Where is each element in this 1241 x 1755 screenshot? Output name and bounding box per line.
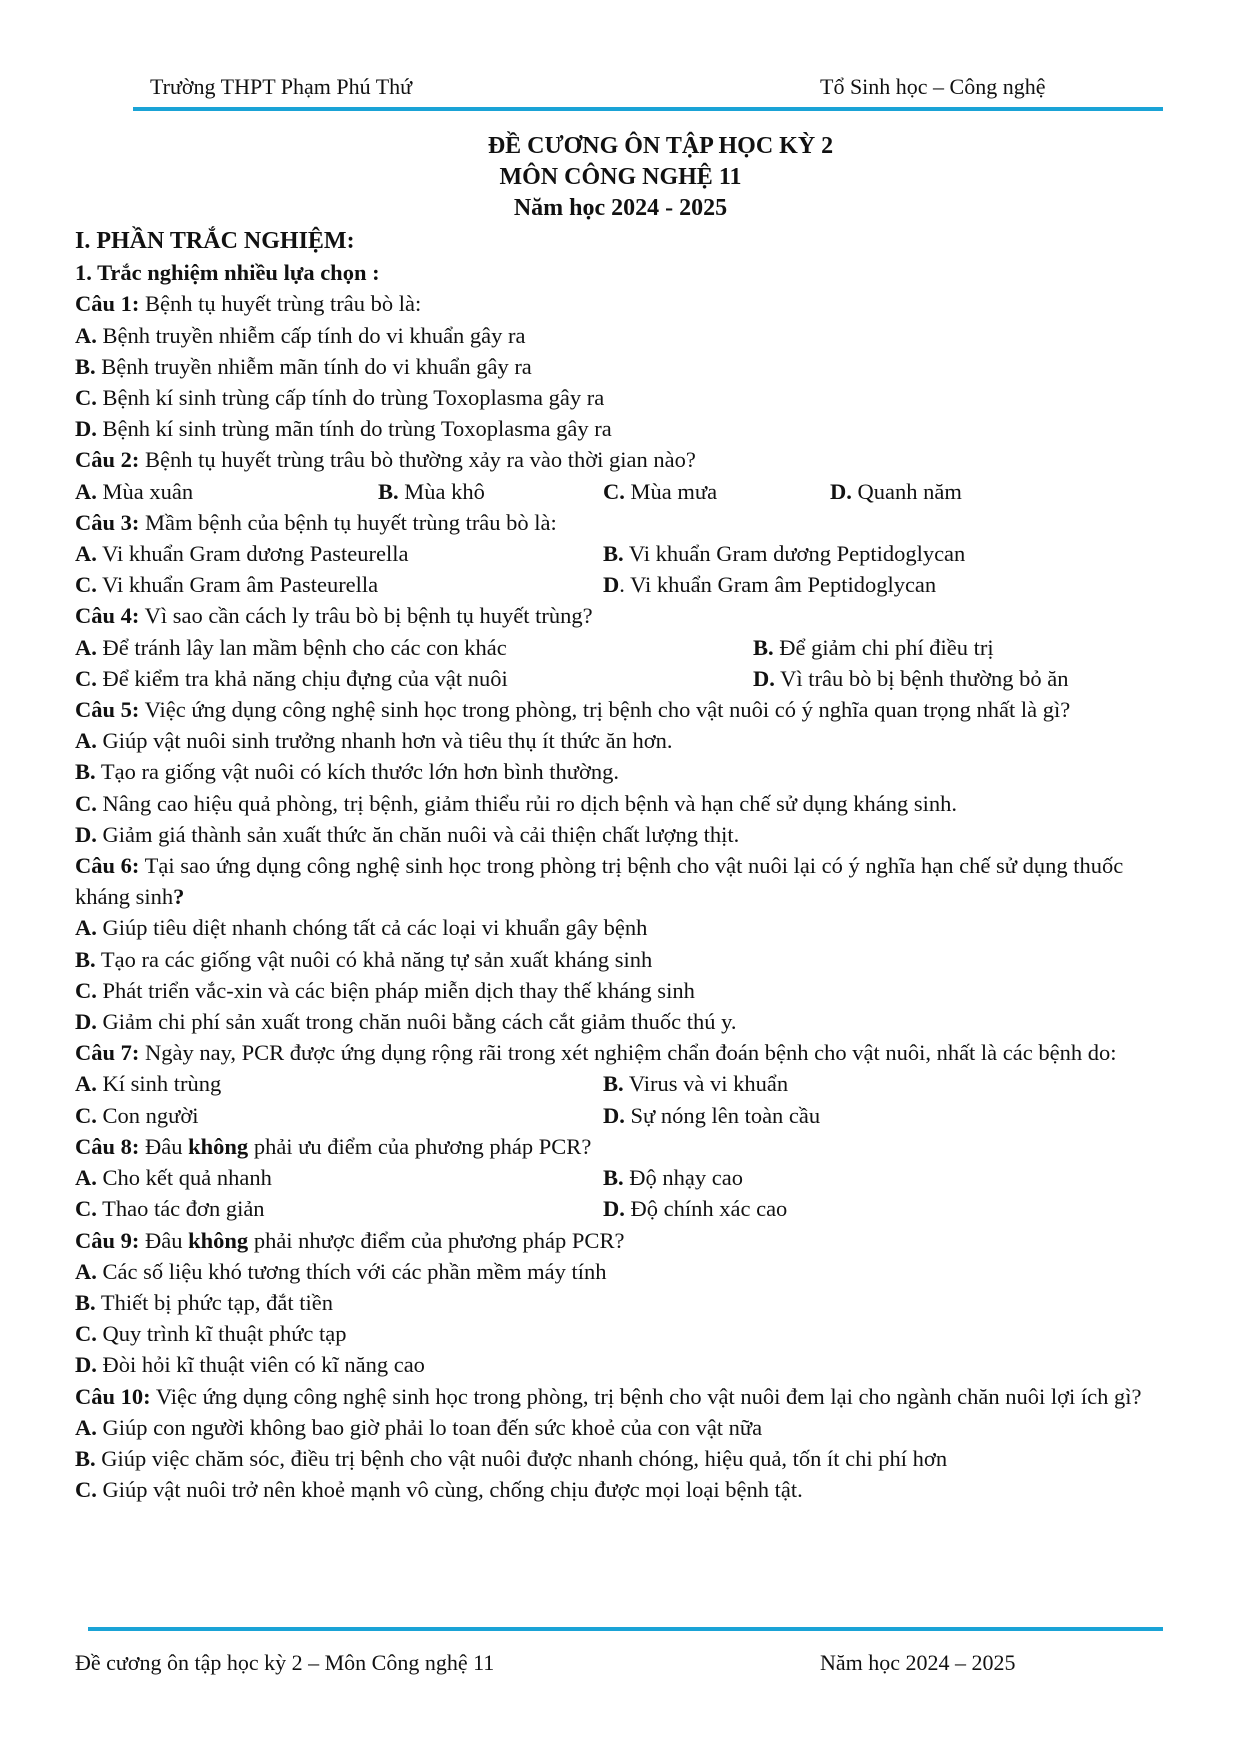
answer-option: [75, 944, 652, 975]
option-letter: B.: [603, 1165, 624, 1191]
option-letter: A.: [75, 1165, 97, 1191]
answer-option: [603, 476, 830, 507]
section-heading: I. PHẦN TRẮC NGHIỆM:: [75, 228, 355, 254]
option-text: . Vi khuẩn Gram âm Peptidoglycan: [619, 572, 937, 598]
option-text: Vi khuẩn Gram âm Pasteurella: [96, 572, 379, 598]
question: [75, 694, 1165, 725]
document-body: [75, 226, 1165, 1505]
option-letter: D: [603, 572, 620, 598]
option-letter: A.: [75, 1258, 97, 1284]
doc-title-line3: Năm học 2024 - 2025: [513, 195, 728, 221]
option-text: Mùa xuân: [96, 478, 194, 504]
option-row: [75, 382, 1165, 413]
subsection-heading: 1. Trắc nghiệm nhiều lựa chọn :: [75, 260, 380, 286]
question-text: Đâu: [139, 1133, 189, 1159]
answer-option: [75, 476, 378, 507]
question-text: Tại sao ứng dụng công nghệ sinh học trong phòng trị bệnh cho vật nuôi lại có ý nghĩa hạn chế sử dụng thuốc kháng sinh: [75, 853, 1124, 910]
answer-option: [75, 1318, 347, 1349]
option-row: [75, 1006, 1165, 1037]
option-letter: C.: [75, 385, 97, 411]
answer-option: [75, 1193, 603, 1224]
department-name: Tổ Sinh học – Công nghệ: [820, 74, 1046, 99]
answer-option: [603, 1100, 820, 1131]
school-name: Trường THPT Phạm Phú Thứ: [150, 74, 413, 99]
option-text: Sự nóng lên toàn cầu: [624, 1102, 821, 1128]
option-row: [75, 413, 1165, 444]
option-text: Con người: [96, 1102, 199, 1128]
question-label: Câu 2:: [75, 447, 140, 473]
doc-title-line2: MÔN CÔNG NGHỆ 11: [499, 164, 742, 190]
question: [75, 507, 1165, 538]
option-row: [75, 1068, 1165, 1099]
question-label: Câu 4:: [75, 603, 140, 629]
option-letter: B.: [75, 353, 96, 379]
option-text: Đòi hỏi kĩ thuật viên có kĩ năng cao: [96, 1352, 425, 1378]
option-row: [75, 1318, 1165, 1349]
option-row: [75, 1193, 1165, 1224]
answer-option: [75, 1474, 803, 1505]
question-text: Đâu: [139, 1227, 189, 1253]
option-letter: A.: [75, 634, 97, 660]
option-text: Các số liệu khó tương thích với các phần mềm máy tính: [96, 1258, 607, 1284]
option-text: Vi khuẩn Gram dương Pasteurella: [96, 541, 409, 567]
option-row: [75, 1162, 1165, 1193]
option-letter: B.: [603, 541, 624, 567]
option-row: [75, 351, 1165, 382]
answer-option: [378, 476, 603, 507]
option-letter: D.: [830, 478, 852, 504]
answer-option: [75, 1287, 333, 1318]
option-text: Giúp vật nuôi sinh trưởng nhanh hơn và tiêu thụ ít thức ăn hơn.: [96, 728, 673, 754]
question-label: Câu 10:: [75, 1383, 151, 1409]
option-text: Giúp tiêu diệt nhanh chóng tất cả các loại vi khuẩn gây bệnh: [96, 915, 648, 941]
option-text: Thiết bị phức tạp, đắt tiền: [95, 1289, 333, 1315]
option-letter: C.: [75, 572, 97, 598]
option-text: Bệnh kí sinh trùng cấp tính do trùng Toxoplasma gây ra: [96, 385, 605, 411]
question-label: Câu 1:: [75, 291, 140, 317]
option-letter: A.: [75, 915, 97, 941]
answer-option: [75, 975, 695, 1006]
option-letter: C.: [75, 790, 97, 816]
option-letter: D.: [75, 416, 97, 442]
question-text: phải ưu điểm của phương pháp PCR?: [248, 1133, 592, 1159]
option-row: [75, 819, 1165, 850]
question: [75, 1225, 1165, 1256]
option-letter: A.: [75, 1414, 97, 1440]
option-letter: C.: [75, 1102, 97, 1128]
option-row: [75, 1100, 1165, 1131]
answer-option: [603, 538, 965, 569]
option-letter: C.: [75, 1321, 97, 1347]
question-text: Vì sao cần cách ly trâu bò bị bệnh tụ huyết trùng?: [139, 603, 593, 629]
option-letter: D.: [75, 821, 97, 847]
answer-option: [75, 382, 604, 413]
answer-option: [603, 1193, 787, 1224]
option-letter: B.: [75, 1289, 96, 1315]
option-letter: C.: [75, 977, 97, 1003]
question-text: Bệnh tụ huyết trùng trâu bò thường xảy ra vào thời gian nào?: [139, 447, 696, 473]
option-row: [75, 1256, 1165, 1287]
option-letter: A.: [75, 728, 97, 754]
option-letter: A.: [75, 478, 97, 504]
option-text: Cho kết quả nhanh: [96, 1165, 272, 1191]
option-row: [75, 663, 1165, 694]
option-letter: C.: [603, 478, 625, 504]
option-row: [75, 476, 1165, 507]
question-label: Câu 8:: [75, 1133, 140, 1159]
option-row: [75, 725, 1165, 756]
answer-option: [75, 725, 673, 756]
answer-option: [75, 351, 532, 382]
header-divider: [133, 107, 1163, 111]
question-text: Việc ứng dụng công nghệ sinh học trong phòng, trị bệnh cho vật nuôi có ý nghĩa quan trọng nhất là gì?: [139, 697, 1071, 723]
answer-option: [753, 632, 994, 663]
option-text: Bệnh truyền nhiễm cấp tính do vi khuẩn gây ra: [96, 322, 526, 348]
answer-option: [603, 569, 936, 600]
option-letter: D.: [603, 1196, 625, 1222]
option-row: [75, 912, 1165, 943]
option-text: Quy trình kĩ thuật phức tạp: [96, 1321, 347, 1347]
answer-option: [75, 819, 739, 850]
option-text: Mùa khô: [398, 478, 485, 504]
option-text: Độ nhạy cao: [623, 1165, 743, 1191]
option-letter: B.: [75, 946, 96, 972]
answer-option: [830, 476, 962, 507]
question-list: [75, 288, 1165, 1505]
question: [75, 1381, 1165, 1412]
option-text: Để giảm chi phí điều trị: [773, 634, 994, 660]
option-text: Mùa mưa: [624, 478, 718, 504]
doc-title-line1: ĐỀ CƯƠNG ÔN TẬP HỌC KỲ 2: [487, 133, 834, 159]
option-text: Bệnh truyền nhiễm mãn tính do vi khuẩn gây ra: [95, 353, 532, 379]
option-text: Kí sinh trùng: [96, 1071, 222, 1097]
option-row: [75, 1287, 1165, 1318]
option-letter: B.: [75, 1445, 96, 1471]
option-row: [75, 944, 1165, 975]
answer-option: [75, 1349, 425, 1380]
option-row: [75, 1412, 1165, 1443]
footer-title: Đề cương ôn tập học kỳ 2 – Môn Công nghệ 11: [75, 1650, 495, 1675]
footer-year: Năm học 2024 – 2025: [820, 1650, 1016, 1675]
answer-option: [75, 1162, 603, 1193]
answer-option: [75, 320, 526, 351]
question-label: Câu 5:: [75, 697, 140, 723]
option-row: [75, 632, 1165, 663]
option-text: Tạo ra các giống vật nuôi có khả năng tự sản xuất kháng sinh: [95, 946, 653, 972]
option-letter: B.: [753, 634, 774, 660]
question: [75, 1037, 1165, 1068]
question-label: Câu 7:: [75, 1040, 140, 1066]
answer-option: [75, 1100, 603, 1131]
option-text: Vi khuẩn Gram dương Peptidoglycan: [623, 541, 966, 567]
answer-option: [75, 413, 612, 444]
option-letter: D.: [753, 665, 775, 691]
option-letter: A.: [75, 1071, 97, 1097]
option-text: Phát triển vắc-xin và các biện pháp miễn dịch thay thế kháng sinh: [96, 977, 695, 1003]
option-row: [75, 1443, 1165, 1474]
answer-option: [75, 632, 753, 663]
option-row: [75, 320, 1165, 351]
answer-option: [75, 1412, 762, 1443]
option-text: Để tránh lây lan mầm bệnh cho các con khác: [96, 634, 507, 660]
option-text: Giúp con người không bao giờ phải lo toan đến sức khoẻ của con vật nữa: [96, 1414, 763, 1440]
question-label: Câu 9:: [75, 1227, 140, 1253]
question-label: Câu 3:: [75, 509, 140, 535]
option-text: Bệnh kí sinh trùng mãn tính do trùng Toxoplasma gây ra: [96, 416, 612, 442]
option-text: Để kiểm tra khả năng chịu đựng của vật nuôi: [96, 665, 508, 691]
question: [75, 600, 1165, 631]
option-letter: D.: [603, 1102, 625, 1128]
question: [75, 850, 1165, 912]
question-text: Bệnh tụ huyết trùng trâu bò là:: [139, 291, 422, 317]
question: [75, 1131, 1165, 1162]
option-text: Giảm giá thành sản xuất thức ăn chăn nuôi và cải thiện chất lượng thịt.: [96, 821, 740, 847]
footer-divider: [88, 1627, 1163, 1631]
question-text: Ngày nay, PCR được ứng dụng rộng rãi trong xét nghiệm chẩn đoán bệnh cho vật nuôi, nhất là các bệnh do:: [139, 1040, 1117, 1066]
option-text: Giúp việc chăm sóc, điều trị bệnh cho vật nuôi được nhanh chóng, hiệu quả, tốn ít chi phí hơn: [95, 1445, 948, 1471]
question-text-end: ?: [173, 884, 185, 910]
option-row: [75, 788, 1165, 819]
option-letter: A.: [75, 541, 97, 567]
answer-option: [75, 1256, 607, 1287]
option-text: Giúp vật nuôi trở nên khoẻ mạnh vô cùng, chống chịu được mọi loại bệnh tật.: [96, 1477, 803, 1503]
answer-option: [75, 1068, 603, 1099]
answer-option: [75, 569, 603, 600]
option-text: Virus và vi khuẩn: [623, 1071, 789, 1097]
question-label: Câu 6:: [75, 853, 140, 879]
question-text: phải nhược điểm của phương pháp PCR?: [248, 1227, 625, 1253]
option-letter: B.: [75, 759, 96, 785]
option-letter: B.: [603, 1071, 624, 1097]
option-row: [75, 975, 1165, 1006]
option-row: [75, 1349, 1165, 1380]
option-letter: B.: [378, 478, 399, 504]
option-row: [75, 538, 1165, 569]
answer-option: [75, 788, 957, 819]
option-text: Vì trâu bò bị bệnh thường bỏ ăn: [774, 665, 1069, 691]
option-letter: C.: [75, 665, 97, 691]
answer-option: [75, 538, 603, 569]
option-letter: A.: [75, 322, 97, 348]
option-letter: D.: [75, 1009, 97, 1035]
answer-option: [75, 1443, 947, 1474]
option-letter: C.: [75, 1196, 97, 1222]
question-text: Mầm bệnh của bệnh tụ huyết trùng trâu bò là:: [139, 509, 557, 535]
question-text: Việc ứng dụng công nghệ sinh học trong phòng, trị bệnh cho vật nuôi đem lại cho ngành chăn nuôi lợi ích gì?: [150, 1383, 1142, 1409]
question: [75, 444, 1165, 475]
option-row: [75, 569, 1165, 600]
option-letter: D.: [75, 1352, 97, 1378]
option-text: Quanh năm: [851, 478, 962, 504]
option-text: Giảm chi phí sản xuất trong chăn nuôi bằng cách cắt giảm thuốc thú y.: [96, 1009, 737, 1035]
answer-option: [603, 1162, 743, 1193]
option-text: Độ chính xác cao: [624, 1196, 788, 1222]
answer-option: [753, 663, 1069, 694]
option-row: [75, 1474, 1165, 1505]
answer-option: [603, 1068, 788, 1099]
option-text: Tạo ra giống vật nuôi có kích thước lớn hơn bình thường.: [95, 759, 620, 785]
option-row: [75, 756, 1165, 787]
option-text: Nâng cao hiệu quả phòng, trị bệnh, giảm thiểu rủi ro dịch bệnh và hạn chế sử dụng kháng sinh.: [96, 790, 957, 816]
answer-option: [75, 756, 619, 787]
option-letter: C.: [75, 1477, 97, 1503]
question-emphasis: không: [188, 1133, 249, 1159]
question: [75, 288, 1165, 319]
answer-option: [75, 663, 753, 694]
question-emphasis: không: [188, 1227, 249, 1253]
answer-option: [75, 1006, 737, 1037]
option-text: Thao tác đơn giản: [96, 1196, 265, 1222]
answer-option: [75, 912, 647, 943]
